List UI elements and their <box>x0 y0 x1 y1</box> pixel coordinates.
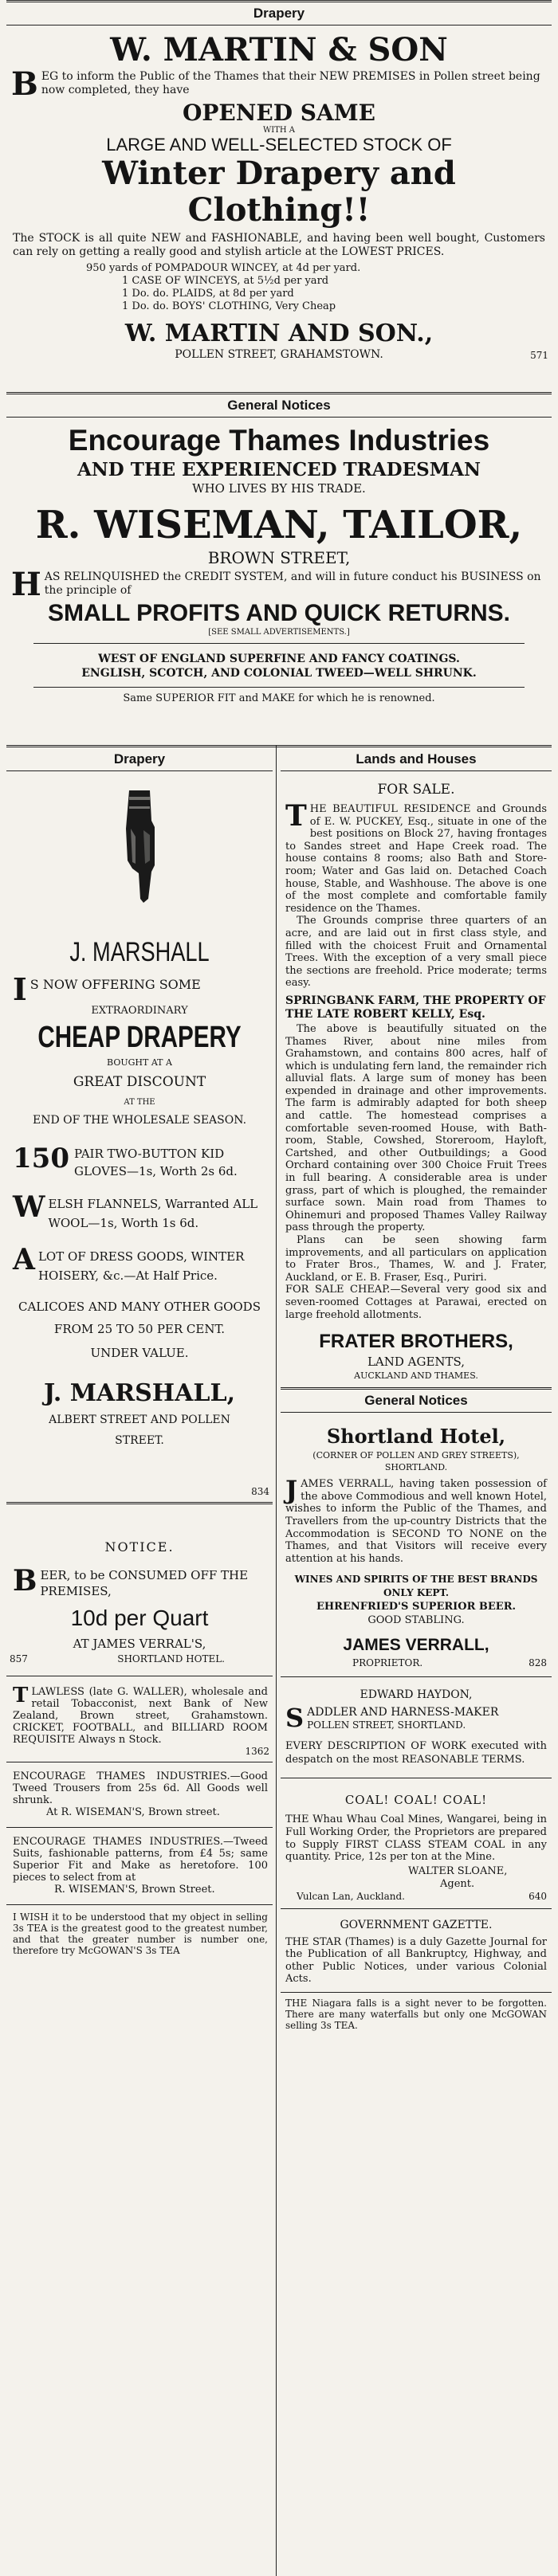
martin-address: POLLEN STREET, GRAHAMSTOWN. <box>175 348 383 361</box>
proprietor: PROPRIETOR. <box>352 1657 423 1669</box>
verrall-text: J AMES VERRALL, having taken possession of the above Commodious and well known Hotel, wishes to inform the Public of the Thames, and Travellers from the up-country Districts that the Accommodation is SECOND TO NONE on the Thames, and that Visitors will receive every attention at his hands. <box>285 1475 547 1565</box>
see-small-adverts: [SEE SMALL ADVERTISEMENTS.] <box>208 628 350 637</box>
notice-heading: NOTICE. <box>104 1539 175 1555</box>
land-agents: LAND AGENTS, <box>367 1355 466 1370</box>
agent: Agent. <box>440 1877 475 1890</box>
beer-notice: B EER, to be CONSUMED OFF THE PREMISES, <box>13 1564 249 1598</box>
shortland-hotel-small: SHORTLAND HOTEL. <box>117 1653 225 1664</box>
section-heading-drapery: Drapery <box>253 6 305 21</box>
wines-spirits: WINES AND SPIRITS OF THE BEST BRANDS ONLY KEPT. <box>294 1574 538 1599</box>
james-verrall: JAMES VERRALL, <box>343 1636 489 1655</box>
credit-text: H AS RELINQUISHED the CREDIT SYSTEM, and will in future conduct his BUSINESS on the principle of <box>11 566 541 603</box>
shortland: SHORTLAND. <box>384 1462 448 1473</box>
martin-name-2: W. MARTIN AND SON., <box>124 320 434 347</box>
good-stabling: GOOD STABLING. <box>367 1614 465 1627</box>
advert-number: 640 <box>529 1890 547 1902</box>
edward-haydon: EDWARD HAYDON, <box>360 1688 473 1702</box>
government-gazette: GOVERNMENT GAZETTE. <box>340 1918 493 1931</box>
left-column <box>6 745 273 1956</box>
albert-street: ALBERT STREET AND POLLEN STREET. <box>49 1413 230 1447</box>
wiseman-brown-st: At R. WISEMAN'S, Brown street. <box>46 1806 220 1818</box>
stock-text: The STOCK is all quite NEW and FASHIONABLE, and having been well bought, Customers can rely on getting a really good and stylish article at the LOWEST PRICES. <box>13 232 545 258</box>
welsh-flannels: W ELSH FLANNELS, Warranted ALL WOOL—1s, Worth 1s 6d. <box>13 1190 258 1230</box>
vulcan-lane: Vulcan Lan, Auckland. <box>297 1890 405 1902</box>
bought-at-a: BOUGHT AT A <box>107 1057 172 1068</box>
marshall-name: J. MARSHALL <box>69 937 210 967</box>
section-heading-general-notices: General Notices <box>227 398 331 413</box>
lawless-advert: T LAWLESS (late G. WALLER), wholesale and retail Tobacconist, next Bank of New Zealand, Brown street, Grahamstown. CRICKET, FOOTBALL, and BILLIARD ROOM REQUISITE Always n Stock. <box>13 1684 268 1746</box>
wiseman-name: R. WISEMAN, TAILOR, <box>35 503 523 547</box>
left-section-heading: Drapery <box>113 751 166 767</box>
walter-sloane: WALTER SLOANE, <box>408 1864 508 1877</box>
at-the: AT THE <box>124 1098 155 1107</box>
kid-gloves: 150 PAIR TWO-BUTTON KID GLOVES—1s, Worth 2s 6d. <box>13 1143 238 1178</box>
springbank-text: The above is beautifully situated on the Thames River, about nine miles from Grahamstown, and contains 800 acres, half of which is undulating fern land, the remainder rich alluvial flats. A large sum of money has been expended in drainage and other improvements. The farm is admirably adapted for both sheep and cattle. The homestead comprises a comfortable seven-roomed House, with Bath-room, Stable, Cowshed, Storeroom, Hayloft, Cartshed, and other Outbuildings; a Good Orchard containing over 300 Choice Fruit Trees in full bearing. A considerable area is under grass, part of which is ploughed, the remainder surface sown. Main road from Thames to Ohinemuri and proposed Thames Valley Railway pass through the property. <box>285 1022 547 1234</box>
martin-intro: B EG to inform the Public of the Thames that their NEW PREMISES in Pollen street being now completed, they have <box>11 65 540 103</box>
every-description: EVERY DESCRIPTION OF WORK executed with despatch on the most REASONABLE TERMS. <box>285 1740 547 1766</box>
mcgowan-tea: I WISH it to be understood that my object in selling 3s TEA is the greatest good to the greatest number, and that the greater number is number one, therefore try McGOWAN'S 3s TEA <box>13 1911 268 1956</box>
martin-name: W. MARTIN & SON <box>110 31 448 69</box>
wiseman-advert <box>6 392 552 704</box>
advert-number: 828 <box>529 1657 547 1669</box>
frater-brothers: FRATER BROTHERS, <box>319 1331 513 1353</box>
who-lives: WHO LIVES BY HIS TRADE. <box>192 481 366 496</box>
from-25-to-50: FROM 25 TO 50 PER CENT. <box>53 1322 226 1336</box>
encourage-trousers: ENCOURAGE THAMES INDUSTRIES.—Good Tweed Trousers from 25s 6d. All Goods well shrunk. <box>13 1770 268 1806</box>
advert-number: 834 <box>251 1486 269 1497</box>
is-now-offering: I S NOW OFFERING SOME <box>13 971 201 1007</box>
dress-goods: A LOT OF DRESS GOODS, WINTER HOISERY, &c.—At Half Price. <box>13 1243 245 1283</box>
experienced-tradesman: AND THE EXPERIENCED TRADESMAN <box>77 459 481 480</box>
price-list: 950 yards of POMPADOUR WINCEY, at 4d per yard. 1 CASE OF WINCEYS, at 5½d per yard 1 Do. do. PLAIDS, at 8d per yard 1 Do. do. BOYS' CLOTHING, Very Cheap <box>86 262 361 312</box>
winter-drapery: Winter Drapery and Clothing!! <box>102 155 456 229</box>
for-sale-cheap: FOR SALE CHEAP.—Several very good six and seven-roomed Cottages at Parawai, erected on large freehold allotments. <box>285 1284 547 1321</box>
at-verral: AT JAMES VERRAL'S, <box>73 1637 206 1651</box>
same-superior-fit: Same SUPERIOR FIT and MAKE for which he is renowned. <box>123 692 435 704</box>
shortland-hotel: Shortland Hotel, <box>326 1425 506 1449</box>
brown-street: BROWN STREET, <box>207 548 351 567</box>
drop-cap: B <box>11 65 38 103</box>
advert-number: 857 <box>10 1653 28 1664</box>
end-of-season: END OF THE WHOLESALE SEASON. <box>32 1114 247 1127</box>
small-profits: SMALL PROFITS AND QUICK RETURNS. <box>47 600 510 626</box>
right-column <box>281 745 552 2031</box>
corner-streets: (CORNER OF POLLEN AND GREY STREETS), <box>312 1450 520 1461</box>
star-gazette-text: THE STAR (Thames) is a duly Gazette Journal for the Publication of all Bankruptcy, Highway, and other Public Notices, under various Colonial Acts. <box>285 1935 547 1986</box>
wiseman-brown-st-2: R. WISEMAN'S, Brown Street. <box>54 1884 215 1896</box>
residence-text: T HE BEAUTIFUL RESIDENCE and Grounds of E. W. PUCKEY, Esq., situate in one of the best positions on Block 27, having frontages to Sandes street and Hape Creek road. The house contains 8 rooms; also Bath and Store-room; Water and Gas laid on. Detached Coach house, Stable, and Washhouse. The above is one of the most complete and comfortable family residence on the Thames. <box>285 799 547 915</box>
encourage-suits: ENCOURAGE THAMES INDUSTRIES.—Tweed Suits, fashionable patterns, from £4 5s; same Superior Fit and Make as heretofore. 100 pieces to select from at <box>13 1836 268 1884</box>
ehrenfried-beer: EHRENFRIED'S SUPERIOR BEER. <box>316 1601 517 1613</box>
pollen-street-shortland: POLLEN STREET, SHORTLAND. <box>307 1719 466 1731</box>
advert-number: 1362 <box>245 1746 269 1757</box>
marshall-name-2: J. MARSHALL, <box>43 1379 236 1407</box>
martin-advert <box>6 0 552 364</box>
pointing-hand-icon <box>6 789 273 904</box>
large-stock: LARGE AND WELL-SELECTED STOCK OF <box>106 135 452 155</box>
plans-text: Plans can be seen showing farm improvements, and all particulars on application to Frater Bros., Thames, W. and J. Frater, Auckland, or E. B. Fraser, Esq., Puriri. <box>285 1234 547 1284</box>
opened-same: OPENED SAME <box>182 100 376 126</box>
calicoes: CALICOES AND MANY OTHER GOODS <box>18 1300 261 1314</box>
column-divider <box>276 745 277 2576</box>
ten-pence: 10d per Quart <box>70 1606 209 1630</box>
saddler: S ADDLER AND HARNESS-MAKER <box>285 1703 499 1734</box>
great-discount: GREAT DISCOUNT <box>73 1074 206 1090</box>
springbank-heading: SPRINGBANK FARM, THE PROPERTY OF THE LATE ROBERT KELLY, Esq. <box>285 994 546 1021</box>
whau-whau-text: THE Whau Whau Coal Mines, Wangarei, being in Full Working Order, the Proprietors are prepared to Supply FIRST CLASS STEAM COAL in any quantity. Price, 12s per ton at the Mine. <box>285 1813 547 1864</box>
extraordinary: EXTRAORDINARY <box>91 1005 188 1017</box>
right-section-heading: Lands and Houses <box>356 751 477 767</box>
english-scotch: ENGLISH, SCOTCH, AND COLONIAL TWEED—WELL SHRUNK. <box>81 667 477 680</box>
auckland-thames: AUCKLAND AND THAMES. <box>354 1370 478 1382</box>
with-a: WITH A <box>262 126 296 135</box>
west-of-england: WEST OF ENGLAND SUPERFINE AND FANCY COATINGS. <box>98 653 460 665</box>
advert-number: 571 <box>530 350 548 361</box>
grounds-text: The Grounds comprise three quarters of an acre, and are laid out in first class style, and filled with the choicest Fruit and Ornamental Trees. With the exception of a very small piece the sections are freehold. Price moderate; terms easy. <box>285 915 547 990</box>
encourage-heading: Encourage Thames Industries <box>68 424 490 457</box>
coal-heading: COAL! COAL! COAL! <box>344 1793 488 1808</box>
two-column-section <box>6 745 552 2576</box>
general-notices-heading: General Notices <box>364 1393 468 1409</box>
niagara-text: THE Niagara falls is a sight never to be forgotten. There are many waterfalls but only one McGOWAN selling 3s TEA. <box>285 1998 547 2032</box>
for-sale: FOR SALE. <box>377 782 455 798</box>
under-value: UNDER VALUE. <box>90 1346 189 1360</box>
cheap-drapery: CHEAP DRAPERY <box>37 1021 242 1054</box>
newspaper-page <box>6 0 552 2576</box>
